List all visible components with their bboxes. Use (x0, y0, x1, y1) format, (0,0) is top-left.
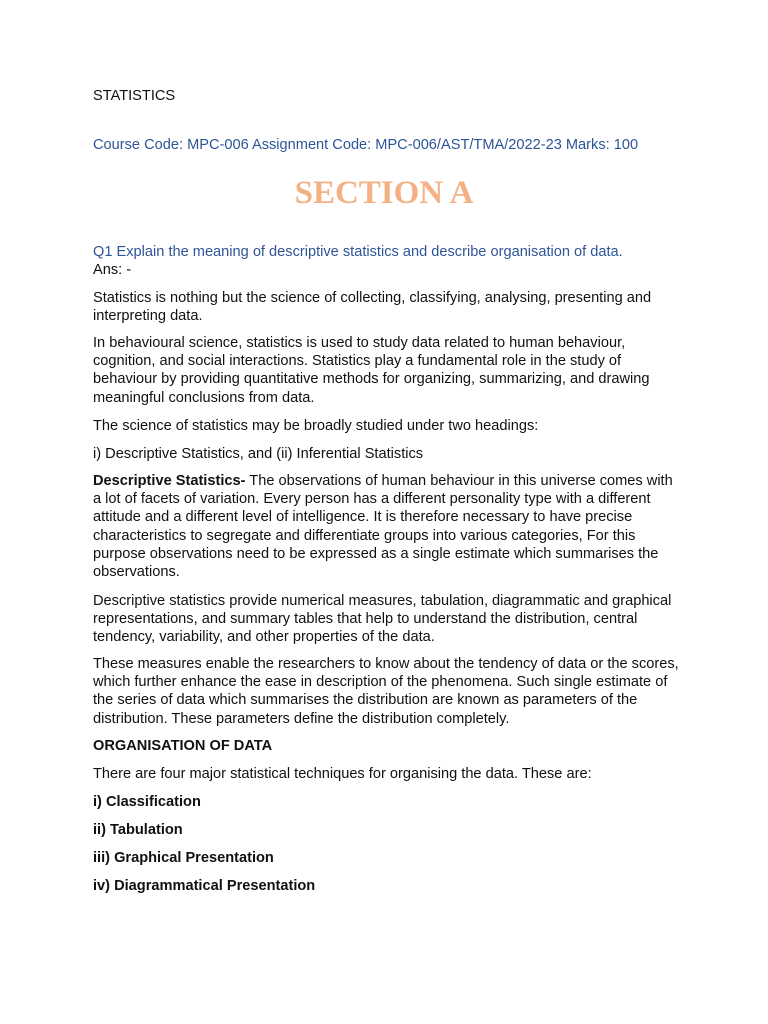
paragraph-numerical-measures: Descriptive statistics provide numerical measures, tabulation, diagrammatic and graphical representations, and summary tables that help to understand the distribution, central tendency, variability, and other properties of the data. (93, 593, 672, 646)
paragraph-two-headings: The science of statistics may be broadly studied under two headings: (93, 418, 539, 434)
organisation-intro: There are four major statistical techniques for organising the data. These are: (93, 766, 592, 782)
paragraph-definition: Statistics is nothing but the science of collecting, classifying, analysing, presenting and interpreting data. (93, 290, 652, 325)
answer-label: Ans: - (93, 262, 132, 278)
descriptive-statistics-term: Descriptive Statistics- (93, 473, 246, 489)
technique-item: ii) Tabulation (93, 822, 183, 838)
technique-item: i) Classification (93, 794, 201, 810)
course-info-line: Course Code: MPC-006 Assignment Code: MPC-006/AST/TMA/2022-23 Marks: 100 (93, 137, 639, 153)
paragraph-behavioural-science: In behavioural science, statistics is used to study data related to human behaviour, cognition, and social interactions. Statistics play a fundamental role in the study of behaviour by providing quantitative methods for organizing, summarizing, and drawing meaningful conclusions from data. (93, 335, 650, 406)
descriptive-statistics-body: The observations of human behaviour in this universe comes with a lot of facets of variation. Every person has a different personality type with a different attitude and a different level of intelligence. It is therefore necessary to have precise characteristics to segregate and differentiate groups into various categories, For this purpose observations need to be expressed as a single estimate which summarises the observations. (93, 473, 673, 581)
paragraph-parameters: These measures enable the researchers to know about the tendency of data or the scores, which further enhance the ease in description of the phenomena. Such single estimate of the series of data which summarises the distribution are known as parameters of the distribution. These parameters define the distribution completely. (93, 656, 679, 727)
document-label: STATISTICS (93, 88, 176, 104)
organisation-heading: ORGANISATION OF DATA (93, 738, 273, 754)
technique-item: iv) Diagrammatical Presentation (93, 878, 316, 894)
paragraph-headings-list: i) Descriptive Statistics, and (ii) Inferential Statistics (93, 446, 424, 462)
paragraph-descriptive-statistics (93, 472, 683, 581)
question-text: Q1 Explain the meaning of descriptive statistics and describe organisation of data. (93, 244, 623, 260)
section-heading: SECTION A (294, 175, 474, 211)
technique-item: iii) Graphical Presentation (93, 850, 274, 866)
